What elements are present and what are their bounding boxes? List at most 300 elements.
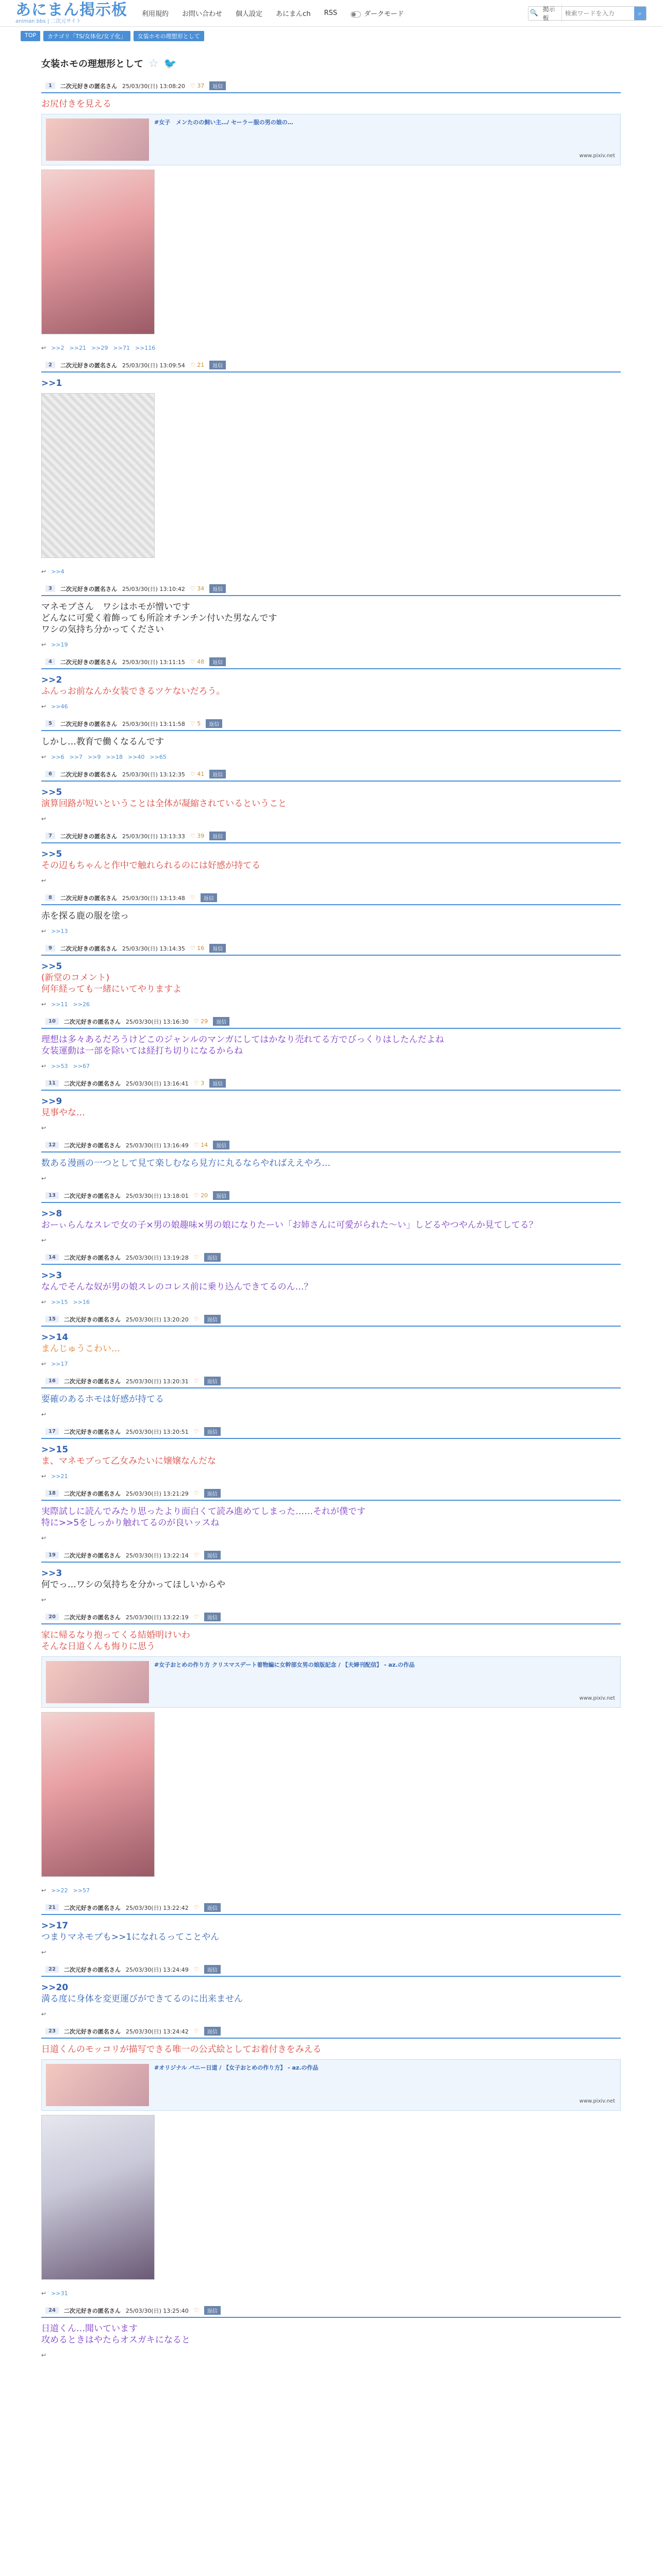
heart-icon: ♡ (193, 1142, 199, 1148)
backlink-anchor[interactable]: >>67 (73, 1063, 90, 1070)
poster-name: 二次元好きの匿名さん (63, 1192, 121, 1199)
heart-icon: ♡ (190, 833, 195, 839)
link-preview-card[interactable] (41, 114, 621, 165)
nav-settings[interactable]: 個人設定 (236, 10, 263, 18)
post-body (41, 1977, 621, 2008)
backlink-anchor[interactable]: >>9 (88, 754, 101, 760)
reply-button[interactable]: 返信 (204, 2306, 221, 2315)
post-number[interactable]: 19 (45, 1552, 59, 1558)
post-good-count[interactable] (190, 362, 204, 368)
post-footer (41, 925, 621, 942)
logo-text: あにまん掲示板 (15, 1, 127, 19)
post-good-count[interactable] (190, 658, 204, 665)
poster-name: 二次元好きの匿名さん (63, 2028, 121, 2035)
post-item (21, 1015, 641, 1077)
post-number[interactable]: 10 (45, 1018, 59, 1025)
reply-arrow-icon: ↩ (41, 1597, 46, 1603)
post-number[interactable]: 18 (45, 1490, 59, 1497)
backlink-anchor[interactable]: >>21 (51, 1473, 68, 1480)
poster-name: 二次元好きの匿名さん (63, 1378, 121, 1385)
top-header (0, 0, 662, 27)
heart-icon: ♡ (193, 1316, 199, 1323)
backlink-anchor[interactable]: >>40 (127, 754, 145, 760)
reply-button[interactable]: 返信 (209, 657, 226, 666)
heart-icon: ♡ (193, 1080, 199, 1087)
reply-anchor-link[interactable]: >>9 (41, 1096, 62, 1107)
poster-name: 二次元好きの匿名さん (63, 1966, 121, 1973)
reply-button[interactable]: 返信 (201, 893, 217, 902)
reply-anchor-link[interactable]: >>5 (41, 849, 62, 859)
reply-button[interactable]: 返信 (204, 1489, 221, 1498)
backlink-anchor[interactable]: >>71 (113, 345, 130, 351)
reply-arrow-icon: ↩ (41, 2290, 46, 2297)
poster-name: 二次元好きの匿名さん (63, 1490, 121, 1497)
post-good-count[interactable] (194, 1552, 199, 1558)
post-body (41, 1563, 621, 1594)
post-good-count[interactable] (194, 1018, 208, 1025)
backlink-anchor[interactable]: >>7 (69, 754, 83, 760)
post-number[interactable]: 13 (45, 1192, 59, 1199)
reply-anchor-link[interactable]: >>17 (41, 1921, 69, 1931)
post-body (41, 1153, 621, 1172)
backlink-anchor[interactable]: >>57 (73, 1887, 90, 1894)
reply-anchor-link[interactable]: >>8 (41, 1209, 62, 1219)
poster-name: 二次元好きの匿名さん (63, 1552, 121, 1559)
poster-name: 二次元好きの匿名さん (60, 771, 117, 778)
link-preview-text (154, 2064, 318, 2106)
reply-button[interactable]: 返信 (204, 2027, 221, 2036)
poster-name: 二次元好きの匿名さん (60, 82, 117, 90)
reply-arrow-icon: ↩ (41, 1361, 46, 1367)
nav-animanch[interactable]: あにまんch (276, 10, 311, 18)
post-header (41, 942, 621, 956)
post-header (41, 768, 621, 782)
reply-arrow-icon: ↩ (41, 2352, 46, 2359)
post-item (21, 942, 641, 1015)
post-text-line: ワシの気持ち分かってください (41, 624, 164, 635)
post-footer (41, 1060, 621, 1077)
post-date: 25/03/30(日) 13:20:31 (125, 1378, 189, 1385)
reply-arrow-icon: ↩ (41, 1949, 46, 1956)
post-number[interactable]: 1 (45, 82, 55, 89)
reply-button[interactable]: 返信 (204, 1903, 221, 1912)
post-footer (41, 751, 621, 768)
good-count: 16 (197, 945, 205, 952)
post-header (41, 1139, 621, 1153)
post-footer (41, 1532, 621, 1549)
reply-anchor-link[interactable]: >>5 (41, 961, 62, 972)
thread-title-row (41, 57, 641, 70)
post-body (41, 1439, 621, 1470)
breadcrumb-top[interactable]: TOP (21, 31, 40, 41)
poster-name: 二次元好きの匿名さん (60, 833, 117, 840)
post-number[interactable]: 3 (45, 585, 55, 592)
reply-arrow-icon: ↩ (41, 2011, 46, 2018)
backlink-anchor[interactable]: >>6 (51, 754, 64, 760)
nav-terms[interactable]: 利用規約 (142, 10, 169, 18)
post-text-line: 要確のあるホモは好感が持てる (41, 1394, 164, 1404)
post-number[interactable]: 2 (45, 362, 55, 368)
poster-name: 二次元好きの匿名さん (60, 894, 117, 902)
heart-icon: ♡ (193, 1254, 199, 1261)
reply-button[interactable]: 返信 (209, 584, 226, 593)
post-body (41, 731, 621, 751)
reply-arrow-icon: ↩ (41, 1535, 46, 1541)
post-footer (41, 2008, 621, 2025)
post-header (41, 1487, 621, 1501)
post-body (41, 905, 621, 925)
post-good-count[interactable] (194, 1614, 199, 1620)
post-body (41, 1091, 621, 1122)
post-header (41, 1375, 621, 1388)
link-preview-thumbnail (46, 1661, 149, 1703)
toggle-switch-icon (351, 11, 361, 18)
reply-arrow-icon: ↩ (41, 1299, 46, 1306)
reply-anchor-link[interactable]: >>20 (41, 1982, 69, 1993)
reply-anchor-link[interactable]: >>14 (41, 1332, 69, 1343)
good-count: 3 (201, 1080, 205, 1087)
backlink-anchor[interactable]: >>29 (91, 345, 108, 351)
post-good-count[interactable] (194, 1142, 208, 1148)
post-header (41, 1251, 621, 1265)
backlink-anchor[interactable]: >>13 (51, 928, 68, 935)
post-item (21, 1425, 641, 1487)
post-item (21, 359, 641, 582)
reply-arrow-icon: ↩ (41, 1001, 46, 1008)
post-number[interactable]: 15 (45, 1316, 59, 1323)
post-item (21, 1549, 641, 1611)
post-header (41, 1963, 621, 1977)
post-body (41, 2318, 621, 2349)
backlink-anchor[interactable]: >>21 (69, 345, 87, 351)
post-good-count[interactable] (194, 1490, 199, 1497)
post-header (41, 1611, 621, 1624)
poster-name: 二次元好きの匿名さん (63, 1614, 121, 1621)
logo-subtext: animan bbs | 二次元サイト (15, 18, 81, 24)
post-good-count[interactable] (190, 720, 201, 727)
post-image[interactable] (41, 2115, 155, 2280)
post-good-count[interactable] (194, 1080, 204, 1087)
post-text-line: 実際試しに読んでみたり思ったより面白くて読み進めてしまった……それが僕です (41, 1506, 366, 1517)
post-number[interactable]: 16 (45, 1378, 59, 1384)
post-number[interactable]: 7 (45, 833, 55, 839)
backlink-anchor[interactable]: >>53 (51, 1063, 68, 1070)
backlink-anchor[interactable]: >>16 (73, 1299, 90, 1306)
post-number[interactable]: 21 (45, 1904, 59, 1911)
reply-button[interactable]: 返信 (213, 1191, 229, 1200)
reply-button[interactable]: 返信 (209, 361, 226, 369)
post-text-line: そんな日道くんも悔りに思う (41, 1641, 155, 1652)
breadcrumb-thread[interactable]: 女装ホモの理想形として (134, 31, 204, 41)
link-preview-domain: www.pixiv.net (579, 2098, 615, 2104)
good-count: 14 (201, 1142, 208, 1148)
post-number[interactable]: 8 (45, 894, 55, 901)
post-footer (41, 1408, 621, 1425)
post-item (21, 1139, 641, 1189)
post-body (41, 956, 621, 998)
backlink-anchor[interactable]: >>11 (51, 1001, 68, 1008)
post-text-line: 家に帰るなり抱ってくる結婚明けいわ (41, 1630, 190, 1640)
reply-button[interactable]: 返信 (204, 1377, 221, 1385)
link-preview-title: #女子 メンたのの飼い主…/ セーラー服の男の娘の… (154, 119, 293, 126)
reply-button[interactable]: 返信 (213, 1017, 229, 1026)
reply-arrow-icon: ↩ (41, 1175, 46, 1182)
good-count: 41 (197, 771, 205, 777)
post-text-line: お尻付きを見える (41, 99, 111, 109)
backlink-anchor[interactable]: >>65 (150, 754, 167, 760)
post-header (41, 2025, 621, 2039)
post-item (21, 655, 641, 717)
backlink-anchor[interactable]: >>31 (51, 2290, 68, 2297)
reply-button[interactable]: 返信 (204, 1315, 221, 1324)
backlink-anchor[interactable]: >>17 (51, 1361, 68, 1367)
heart-icon: ♡ (193, 2028, 199, 2035)
post-number[interactable]: 20 (45, 1614, 59, 1620)
search-scope-select[interactable]: 掲示板 (540, 5, 562, 22)
page-title: 女装ホモの理想形として (41, 59, 143, 70)
good-count: 20 (201, 1192, 208, 1199)
poster-name: 二次元好きの匿名さん (63, 1254, 121, 1261)
poster-name: 二次元好きの匿名さん (63, 1428, 121, 1435)
post-good-count[interactable] (190, 585, 204, 592)
post-text-line: その辺もちゃんと作中で触れられるのには好感が持てる (41, 860, 260, 871)
backlink-anchor[interactable]: >>46 (51, 703, 68, 710)
post-body (41, 596, 621, 638)
post-body (41, 782, 621, 812)
reply-arrow-icon: ↩ (41, 1411, 46, 1418)
post-text-line: 日道くんのモッコリが描写できる唯一の公式絵としてお着付きをみえる (41, 2044, 322, 2055)
post-text-line: まんじゅうこわい… (41, 1344, 120, 1354)
post-good-count[interactable] (194, 1316, 199, 1323)
post-date: 25/03/30(日) 13:08:20 (122, 82, 185, 90)
post-date: 25/03/30(日) 13:11:15 (122, 658, 185, 666)
good-count: 34 (197, 585, 205, 592)
good-count: 48 (197, 658, 205, 665)
post-header (41, 655, 621, 669)
backlink-anchor[interactable]: >>26 (73, 1001, 90, 1008)
post-good-count[interactable] (190, 945, 204, 952)
heart-icon: ♡ (190, 658, 195, 665)
reply-button[interactable]: 返信 (204, 1965, 221, 1974)
site-logo[interactable] (15, 3, 127, 24)
post-item (21, 1901, 641, 1963)
post-good-count[interactable] (194, 1378, 199, 1384)
post-item (21, 1313, 641, 1375)
post-footer (41, 700, 621, 717)
post-text-line: 演算回路が短いということは全体が凝縮されているということ (41, 799, 287, 809)
post-footer (41, 1594, 621, 1611)
post-body (41, 2039, 621, 2287)
poster-name: 二次元好きの匿名さん (60, 362, 117, 369)
reply-anchor-link[interactable]: >>3 (41, 1568, 62, 1579)
post-image[interactable] (41, 170, 155, 334)
post-footer (41, 1884, 621, 1901)
post-number[interactable]: 17 (45, 1428, 59, 1435)
post-image[interactable] (41, 1712, 155, 1877)
search-submit-button[interactable]: ⌕ (634, 7, 646, 20)
reply-arrow-icon: ↩ (41, 345, 46, 351)
backlink-anchor[interactable]: >>22 (51, 1887, 68, 1894)
heart-icon: ♡ (190, 945, 195, 952)
post-footer (41, 874, 621, 891)
link-preview-title: #女子おとめの作り方 クリスマスデート着物編に女幹部女男の娘版記念 / 【夫婦刊配信】 - az.の作品 (154, 1662, 415, 1668)
reply-arrow-icon: ↩ (41, 1473, 46, 1480)
post-good-count[interactable] (190, 771, 204, 777)
post-date: 25/03/30(日) 13:16:30 (125, 1018, 189, 1025)
post-image[interactable] (41, 393, 155, 558)
post-number[interactable]: 5 (45, 720, 55, 727)
post-item (21, 891, 641, 942)
heart-icon: ♡ (190, 82, 195, 89)
reply-button[interactable]: 返信 (213, 1141, 229, 1149)
post-number[interactable]: 24 (45, 2307, 59, 2314)
reply-button[interactable]: 返信 (209, 832, 226, 840)
backlink-anchor[interactable]: >>116 (135, 345, 156, 351)
search-input[interactable] (562, 10, 634, 17)
heart-icon: ♡ (193, 1904, 199, 1911)
post-number[interactable]: 4 (45, 658, 55, 665)
post-date: 25/03/30(日) 13:24:42 (125, 2028, 189, 2035)
reply-anchor-link[interactable]: >>1 (41, 378, 62, 388)
link-preview-card[interactable] (41, 2059, 621, 2111)
reply-arrow-icon: ↩ (41, 1887, 46, 1894)
post-body (41, 1327, 621, 1358)
reply-anchor-link[interactable]: >>2 (41, 675, 62, 685)
post-footer (41, 1296, 621, 1313)
search-icon: 🔍 (529, 9, 538, 17)
post-number[interactable]: 11 (45, 1080, 59, 1087)
post-good-count[interactable] (194, 2028, 199, 2035)
reply-button[interactable]: 返信 (204, 1613, 221, 1621)
poster-name: 二次元好きの匿名さん (63, 1080, 121, 1087)
post-header (41, 891, 621, 905)
post-good-count[interactable] (190, 833, 204, 839)
link-preview-text (154, 1661, 415, 1703)
breadcrumb (21, 31, 641, 41)
reply-arrow-icon: ↩ (41, 568, 46, 575)
post-number[interactable]: 9 (45, 945, 55, 952)
poster-name: 二次元好きの匿名さん (60, 720, 117, 727)
backlink-anchor[interactable]: >>4 (51, 568, 64, 575)
post-good-count[interactable] (190, 82, 204, 89)
post-number[interactable]: 23 (45, 2028, 59, 2035)
post-header (41, 829, 621, 843)
post-header (41, 2304, 621, 2318)
poster-name: 二次元好きの匿名さん (60, 945, 117, 952)
reply-button[interactable]: 返信 (206, 719, 222, 728)
backlink-anchor[interactable]: >>2 (51, 345, 64, 351)
post-date: 25/03/30(日) 13:20:20 (125, 1316, 189, 1323)
post-date: 25/03/30(日) 13:12:35 (122, 771, 185, 778)
post-good-count[interactable] (194, 1428, 199, 1435)
breadcrumb-category[interactable]: カテゴリ「TS/女体化/女子化」 (43, 31, 130, 41)
post-footer (41, 638, 621, 655)
reply-button[interactable]: 返信 (209, 770, 226, 778)
link-preview-domain: www.pixiv.net (579, 153, 615, 159)
reply-anchor-link[interactable]: >>5 (41, 787, 62, 798)
main-content (21, 31, 641, 2366)
post-number[interactable]: 6 (45, 771, 55, 777)
post-text-line: 何でっ…ワシの気持ちを分かってほしいからや (41, 1580, 225, 1590)
post-text-line: 理想は多々あるだろうけどこのジャンルのマンガにしてはかなり売れてる方でびっくりはしたんだよね (41, 1035, 444, 1045)
backlink-anchor[interactable]: >>19 (51, 641, 68, 648)
reply-anchor-link[interactable]: >>15 (41, 1445, 69, 1455)
nav-rss[interactable]: RSS (324, 9, 337, 17)
reply-button[interactable]: 返信 (204, 1427, 221, 1436)
post-footer (41, 1234, 621, 1251)
link-preview-thumbnail (46, 118, 149, 161)
post-good-count[interactable] (194, 2307, 199, 2314)
reply-button[interactable]: 返信 (209, 944, 226, 953)
post-date: 25/03/30(日) 13:21:29 (125, 1490, 189, 1497)
post-body (41, 1265, 621, 1296)
reply-button[interactable]: 返信 (209, 1079, 226, 1088)
good-count: 39 (197, 833, 205, 839)
post-number[interactable]: 22 (45, 1966, 59, 1973)
backlink-anchor[interactable]: >>15 (51, 1299, 68, 1306)
post-item (21, 717, 641, 768)
post-good-count[interactable] (194, 1966, 199, 1973)
heart-icon: ♡ (193, 1018, 199, 1025)
post-header (41, 1189, 621, 1203)
post-list (21, 79, 641, 2366)
post-text-line: 赤を探る鹿の服を塗っ (41, 911, 129, 921)
heart-icon: ♡ (193, 2307, 199, 2314)
heart-icon: ♡ (190, 362, 195, 368)
post-item (21, 79, 641, 359)
post-item (21, 829, 641, 891)
post-date: 25/03/30(日) 13:22:42 (125, 1904, 189, 1911)
post-item (21, 1077, 641, 1139)
post-date: 25/03/30(日) 13:22:19 (125, 1614, 189, 1621)
post-item (21, 1375, 641, 1425)
post-item (21, 768, 641, 829)
post-item (21, 1963, 641, 2025)
nav-contact[interactable]: お問い合わせ (182, 10, 223, 18)
post-text-line: マネモブさん ワシはホモが憎いです (41, 602, 190, 612)
twitter-share-icon[interactable]: 🐦 (163, 57, 177, 70)
post-good-count[interactable] (194, 1904, 199, 1911)
poster-name: 二次元好きの匿名さん (63, 1316, 121, 1323)
post-good-count[interactable] (194, 1254, 199, 1261)
good-count: 5 (197, 720, 201, 727)
post-header (41, 1425, 621, 1439)
post-date: 25/03/30(日) 13:13:48 (122, 894, 185, 902)
link-preview-domain: www.pixiv.net (579, 1696, 615, 1701)
post-body (41, 669, 621, 700)
post-text-line: 日道くん…聞いています (41, 2324, 138, 2334)
reply-button[interactable]: 返信 (204, 1551, 221, 1560)
reply-button[interactable]: 返信 (209, 81, 226, 90)
favorite-star-icon[interactable]: ☆ (148, 57, 159, 70)
reply-arrow-icon: ↩ (41, 1237, 46, 1244)
post-number[interactable]: 12 (45, 1142, 59, 1148)
backlink-anchor[interactable]: >>18 (106, 754, 123, 760)
post-footer (41, 2349, 621, 2366)
reply-anchor-link[interactable]: >>3 (41, 1270, 62, 1281)
post-good-count[interactable] (190, 894, 195, 901)
dark-mode-toggle[interactable] (351, 8, 404, 18)
post-number[interactable]: 14 (45, 1254, 59, 1261)
link-preview-card[interactable] (41, 1656, 621, 1708)
post-header (41, 359, 621, 372)
heart-icon: ♡ (190, 720, 195, 727)
post-good-count[interactable] (194, 1192, 208, 1199)
post-footer (41, 812, 621, 829)
reply-button[interactable]: 返信 (204, 1253, 221, 1262)
post-text-line: ふんっお前なんか女装できるツケないだろう。 (41, 686, 225, 697)
post-item (21, 1611, 641, 1901)
